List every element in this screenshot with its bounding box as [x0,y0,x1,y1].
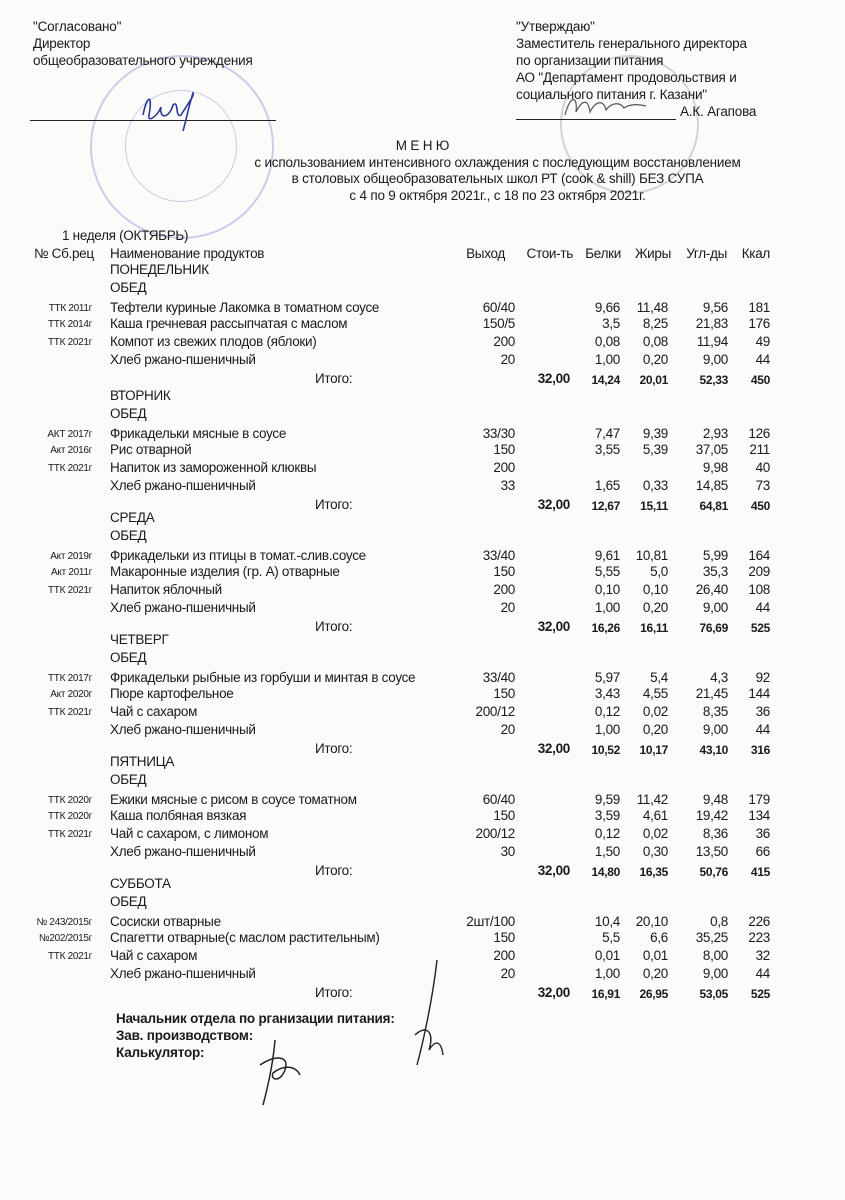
kcal-value: 164 [748,548,770,563]
portion-output: 20 [500,352,515,367]
fat-value: 0,20 [642,722,668,737]
day-header [0,754,845,772]
fat-value: 9,39 [642,426,668,441]
recipe-code: ТТК 2021г [47,585,92,596]
portion-output: 33/40 [482,670,515,685]
portion-output: 20 [500,966,515,981]
protein-value: 0,08 [594,334,620,349]
protein-value: 1,50 [594,844,620,859]
portion-output: 200/12 [475,826,515,841]
product-name: Каша полбяная вязкая [110,808,247,823]
total-fat: 16,35 [639,865,668,879]
table-row [0,844,845,862]
total-carbs: 76,69 [699,621,728,635]
fat-value: 0,20 [642,600,668,615]
meal-header [0,406,845,424]
approval-left [33,18,253,69]
meal-label: ОБЕД [110,528,147,543]
carbs-value: 8,36 [702,826,728,841]
total-fat: 16,11 [640,621,668,635]
recipe-code: №202/2015г [38,933,92,944]
portion-output: 200/12 [475,704,515,719]
total-row [0,371,845,389]
fat-value: 10,81 [635,548,668,563]
product-name: Фрикадельки из птицы в томат.-слив.соусе [110,548,366,563]
carbs-value: 0,8 [710,914,728,929]
kcal-value: 176 [748,316,770,331]
menu-subtitle-1: с использованием интенсивного охлаждения с последующим восстановлением [254,155,741,170]
carbs-value: 37,05 [695,442,728,457]
footer-calculator: Калькулятор: [116,1045,205,1060]
protein-value: 3,5 [602,316,620,331]
day-name: ПОНЕДЕЛЬНИК [110,262,209,277]
product-name: Чай с сахаром, с лимоном [110,826,269,841]
fat-value: 5,4 [650,670,668,685]
kcal-value: 44 [755,722,770,737]
total-carbs: 50,76 [699,865,728,879]
recipe-code: ТТК 2014г [47,319,92,330]
col-kcal: Ккал [741,246,770,261]
total-label: Итого: [315,497,353,512]
table-row [0,808,845,826]
total-carbs: 52,33 [699,373,728,387]
footer-head-catering: Начальник отдела по рганизации питания: [116,1011,395,1026]
approval-right-org: АО "Департамент продовольствия и [516,70,737,85]
col-carbs: Угл-ды [686,246,727,261]
protein-value: 5,97 [594,670,620,685]
recipe-code: ТТК 2021г [47,337,92,348]
kcal-value: 49 [755,334,770,349]
portion-output: 200 [493,582,515,597]
recipe-code: АКТ 2017г [47,429,92,440]
col-name: Наименование продуктов [110,246,265,261]
signature-footer-1 [255,1035,315,1110]
portion-output: 150 [493,564,515,579]
portion-output: 150/5 [482,316,515,331]
protein-value: 5,5 [602,930,620,945]
protein-value: 0,10 [594,582,620,597]
table-row [0,722,845,740]
menu-subtitle-2: в столовых общеобразовательных школ РТ (cook & shill) БЕЗ СУПА [291,171,704,186]
product-name: Рис отварной [110,442,192,457]
table-row [0,442,845,460]
fat-value: 5,0 [650,564,668,579]
product-name: Фрикадельки рыбные из горбуши и минтая в соусе [110,670,416,685]
portion-output: 33/30 [482,426,515,441]
menu-subtitle-3: с 4 по 9 октября 2021г., с 18 по 23 октября 2021г. [349,188,646,203]
fat-value: 20,10 [635,914,668,929]
product-name: Ежики мясные с рисом в соусе томатном [110,792,357,807]
meal-label: ОБЕД [110,406,147,421]
fat-value: 4,55 [642,686,668,701]
product-name: Хлеб ржано-пшеничный [110,966,256,981]
total-cost: 32,00 [537,619,570,634]
carbs-value: 9,00 [702,722,728,737]
protein-value: 1,65 [594,478,620,493]
protein-value: 9,61 [594,548,620,563]
carbs-value: 35,3 [702,564,728,579]
product-name: Сосиски отварные [110,914,221,929]
protein-value: 0,01 [594,948,620,963]
fat-value: 6,6 [650,930,668,945]
product-name: Тефтели куриные Лакомка в томатном соусе [110,300,380,315]
portion-output: 200 [493,460,515,475]
total-cost: 32,00 [537,985,570,1000]
table-row [0,460,845,478]
total-protein: 14,24 [591,373,620,387]
recipe-code: ТТК 2020г [47,795,92,806]
kcal-value: 226 [748,914,770,929]
carbs-value: 9,98 [702,460,728,475]
kcal-value: 144 [748,686,770,701]
protein-value: 5,55 [594,564,620,579]
table-row [0,826,845,844]
kcal-value: 126 [748,426,770,441]
kcal-value: 40 [755,460,770,475]
meal-header [0,528,845,546]
total-cost: 32,00 [537,863,570,878]
total-kcal: 525 [750,987,770,1001]
kcal-value: 134 [748,808,770,823]
protein-value: 9,59 [594,792,620,807]
kcal-value: 209 [748,564,770,579]
table-row [0,930,845,948]
product-name: Чай с сахаром [110,948,198,963]
fat-value: 0,30 [642,844,668,859]
fat-value: 0,01 [642,948,668,963]
total-carbs: 43,10 [699,743,728,757]
total-protein: 10,52 [591,743,620,757]
meal-header [0,650,845,668]
product-name: Хлеб ржано-пшеничный [110,600,256,615]
kcal-value: 223 [748,930,770,945]
kcal-value: 92 [755,670,770,685]
portion-output: 30 [500,844,515,859]
kcal-value: 211 [749,442,770,457]
carbs-value: 9,00 [702,352,728,367]
table-row [0,600,845,618]
kcal-value: 179 [748,792,770,807]
table-row [0,686,845,704]
portion-output: 150 [493,930,515,945]
approval-right-position-2: по организации питания [516,53,664,68]
protein-value: 3,55 [594,442,620,457]
day-header [0,262,845,280]
total-fat: 20,01 [639,373,668,387]
protein-value: 1,00 [594,600,620,615]
week-label: 1 неделя (ОКТЯБРЬ) [62,228,189,243]
fat-value: 0,02 [642,826,668,841]
recipe-code: Акт 2019г [50,551,92,562]
carbs-value: 9,48 [702,792,728,807]
day-name: ЧЕТВЕРГ [110,632,169,647]
total-label: Итого: [315,985,353,1000]
carbs-value: 2,93 [702,426,728,441]
carbs-value: 13,50 [695,844,728,859]
recipe-code: Акт 2020г [50,689,92,700]
signature-footer-2 [405,955,450,1070]
protein-value: 0,12 [594,704,620,719]
recipe-code: ТТК 2021г [47,829,92,840]
total-protein: 12,67 [591,499,620,513]
product-name: Фрикадельки мясные в соусе [110,426,287,441]
kcal-value: 44 [755,352,770,367]
total-kcal: 415 [750,865,770,879]
carbs-value: 21,45 [695,686,728,701]
col-fat: Жиры [634,246,671,261]
table-row [0,334,845,352]
col-protein: Белки [585,246,621,261]
total-protein: 16,26 [591,621,620,635]
day-name: ПЯТНИЦА [110,754,175,769]
fat-value: 0,10 [642,582,668,597]
total-carbs: 53,05 [699,987,728,1001]
carbs-value: 8,00 [702,948,728,963]
total-protein: 14,80 [591,865,620,879]
meal-header [0,894,845,912]
footer-production-manager: Зав. производством: [116,1028,253,1043]
protein-value: 9,66 [594,300,620,315]
fat-value: 11,42 [636,792,668,807]
kcal-value: 181 [748,300,770,315]
portion-output: 33 [500,478,515,493]
product-name: Пюре картофельное [110,686,234,701]
portion-output: 150 [493,808,515,823]
recipe-code: ТТК 2020г [47,811,92,822]
product-name: Хлеб ржано-пшеничный [110,478,256,493]
protein-value: 1,00 [594,352,620,367]
fat-value: 8,25 [642,316,668,331]
recipe-code: ТТК 2021г [47,707,92,718]
total-label: Итого: [315,619,353,634]
portion-output: 200 [493,334,515,349]
portion-output: 150 [493,442,515,457]
table-row [0,582,845,600]
product-name: Напиток яблочный [110,582,222,597]
fat-value: 0,08 [642,334,668,349]
day-name: СРЕДА [110,510,155,525]
carbs-value: 11,94 [696,334,728,349]
carbs-value: 14,85 [695,478,728,493]
recipe-code: Акт 2016г [50,445,92,456]
carbs-value: 5,99 [702,548,728,563]
fat-value: 11,48 [636,300,668,315]
protein-value: 1,00 [594,966,620,981]
carbs-value: 9,56 [702,300,728,315]
total-fat: 26,95 [639,987,668,1001]
day-header [0,388,845,406]
total-fat: 10,17 [639,743,668,757]
portion-output: 60/40 [482,300,515,315]
recipe-code: ТТК 2017г [47,673,92,684]
day-header [0,510,845,528]
menu-title: М Е Н Ю [395,138,450,153]
day-name: ВТОРНИК [110,388,171,403]
recipe-code: Акт 2011г [51,567,92,578]
table-row [0,352,845,370]
carbs-value: 35,25 [695,930,728,945]
col-code: № Сб.рец [34,246,94,261]
total-protein: 16,91 [591,987,620,1001]
portion-output: 33/40 [482,548,515,563]
approval-left-position: Директор [33,36,91,51]
meal-header [0,772,845,790]
portion-output: 2шт/100 [466,914,515,929]
total-kcal: 450 [750,499,770,513]
total-cost: 32,00 [537,497,570,512]
meal-label: ОБЕД [110,280,147,295]
fat-value: 5,39 [642,442,668,457]
total-label: Итого: [315,371,353,386]
recipe-code: ТТК 2021г [47,463,92,474]
carbs-value: 21,83 [695,316,728,331]
kcal-value: 108 [748,582,770,597]
total-cost: 32,00 [537,371,570,386]
total-cost: 32,00 [537,741,570,756]
product-name: Хлеб ржано-пшеничный [110,844,256,859]
fat-value: 4,61 [642,808,668,823]
meal-label: ОБЕД [110,650,147,665]
day-header [0,876,845,894]
approval-right-title: "Утверждаю" [516,19,595,34]
carbs-value: 19,42 [695,808,728,823]
meal-header [0,280,845,298]
carbs-value: 4,3 [710,670,728,685]
carbs-value: 9,00 [702,966,728,981]
carbs-value: 26,40 [695,582,728,597]
product-name: Чай с сахаром [110,704,198,719]
table-row [0,316,845,334]
total-kcal: 316 [750,743,770,757]
total-label: Итого: [315,863,353,878]
total-kcal: 450 [750,373,770,387]
fat-value: 0,20 [642,352,668,367]
portion-output: 150 [493,686,515,701]
fat-value: 0,33 [642,478,668,493]
approval-right-position: Заместитель генерального директора [516,36,747,51]
protein-value: 10,4 [594,914,620,929]
carbs-value: 8,35 [702,704,728,719]
approval-right-signer: А.К. Агапова [680,104,757,119]
product-name: Макаронные изделия (гр. А) отварные [110,564,340,579]
protein-value: 0,12 [594,826,620,841]
table-row [0,704,845,722]
protein-value: 7,47 [594,426,620,441]
col-cost: Стои-ть [526,246,573,261]
recipe-code: № 243/2015г [36,917,92,928]
kcal-value: 44 [755,600,770,615]
kcal-value: 44 [755,966,770,981]
kcal-value: 66 [755,844,770,859]
signature-left [135,85,205,135]
fat-value: 0,02 [642,704,668,719]
kcal-value: 32 [755,948,770,963]
signature-right [560,90,650,120]
approval-left-title: "Согласовано" [33,19,122,34]
kcal-value: 36 [755,704,770,719]
product-name: Хлеб ржано-пшеничный [110,352,256,367]
product-name: Хлеб ржано-пшеничный [110,722,256,737]
portion-output: 200 [493,948,515,963]
total-label: Итого: [315,741,353,756]
meal-label: ОБЕД [110,894,147,909]
meal-label: ОБЕД [110,772,147,787]
total-fat: 15,11 [640,499,668,513]
product-name: Компот из свежих плодов (яблоки) [110,334,317,349]
total-kcal: 525 [750,621,770,635]
day-name: СУББОТА [110,876,171,891]
carbs-value: 9,00 [702,600,728,615]
kcal-value: 73 [755,478,770,493]
kcal-value: 36 [755,826,770,841]
table-row [0,564,845,582]
total-carbs: 64,81 [699,499,728,513]
fat-value: 0,20 [642,966,668,981]
product-name: Напиток из замороженной клюквы [110,460,317,475]
portion-output: 60/40 [482,792,515,807]
day-header [0,632,845,650]
protein-value: 3,59 [594,808,620,823]
recipe-code: ТТК 2021г [47,951,92,962]
product-name: Спагетти отварные(с маслом растительным) [110,930,380,945]
product-name: Каша гречневая рассыпчатая с маслом [110,316,348,331]
col-out: Выход [466,246,505,261]
portion-output: 20 [500,600,515,615]
portion-output: 20 [500,722,515,737]
approval-right-org-2: социального питания г. Казани" [516,87,707,102]
recipe-code: ТТК 2011г [48,303,92,314]
protein-value: 1,00 [594,722,620,737]
table-row [0,478,845,496]
protein-value: 3,43 [594,686,620,701]
approval-left-org: общеобразовательного учреждения [33,53,253,68]
